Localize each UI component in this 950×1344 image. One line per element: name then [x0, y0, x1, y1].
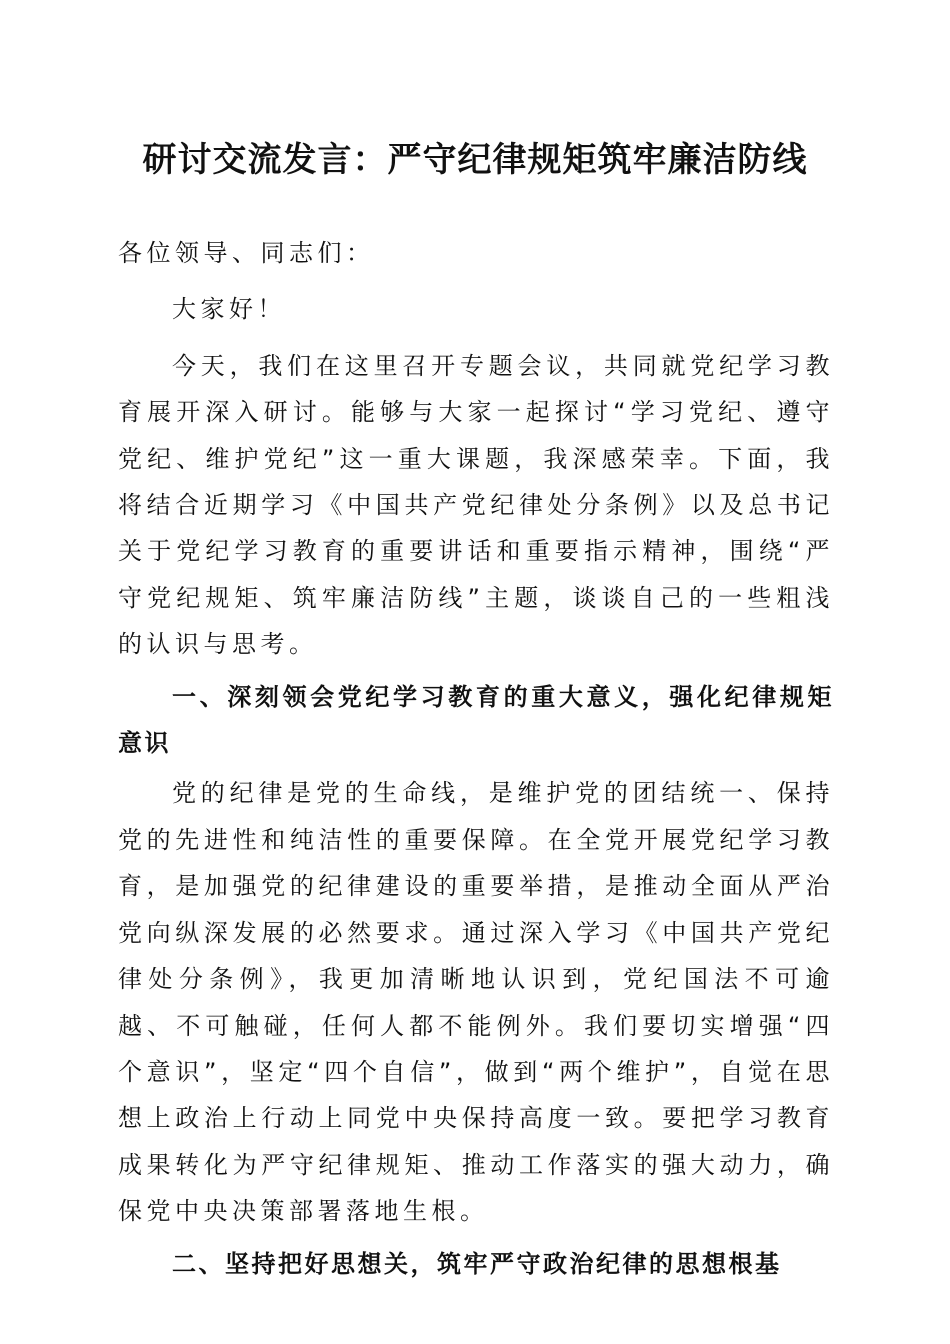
section-heading-1: 一、深刻领会党纪学习教育的重大意义，强化纪律规矩意识	[118, 682, 834, 758]
greeting: 大家好！	[172, 295, 286, 324]
salutation: 各位领导、同志们：	[118, 239, 375, 267]
document-title: 研讨交流发言：严守纪律规矩筑牢廉洁防线	[142, 140, 808, 180]
intro-paragraph: 今天，我们在这里召开专题会议，共同就党纪学习教育展开深入研讨。能够与大家一起探讨“学习党纪、遵守党纪、维护党纪”这一重大课题，我深感荣幸。下面，我将结合近期学习《中国共产党纪律处分条例》以及总书记关于党纪学习教育的重要讲话和重要指示精神，围绕“严守党纪规矩、筑牢廉洁防线”主题，谈谈自己的一些粗浅的认识与思考。	[118, 351, 834, 659]
section-paragraph-1: 党的纪律是党的生命线，是维护党的团结统一、保持党的先进性和纯洁性的重要保障。在全党开展党纪学习教育，是加强党的纪律建设的重要举措，是推动全面从严治党向纵深发展的必然要求。通过深入学习《中国共产党纪律处分条例》，我更加清晰地认识到，党纪国法不可逾越、不可触碰，任何人都不能例外。我们要切实增强“四个意识”，坚定“四个自信”，做到“两个维护”，自觉在思想上政治上行动上同党中央保持高度一致。要把学习教育成果转化为严守纪律规矩、推动工作落实的强大动力，确保党中央决策部署落地生根。	[118, 779, 834, 1226]
section-heading-2: 二、坚持把好思想关，筑牢严守政治纪律的思想根基	[172, 1249, 782, 1278]
document-body	[118, 230, 834, 1291]
